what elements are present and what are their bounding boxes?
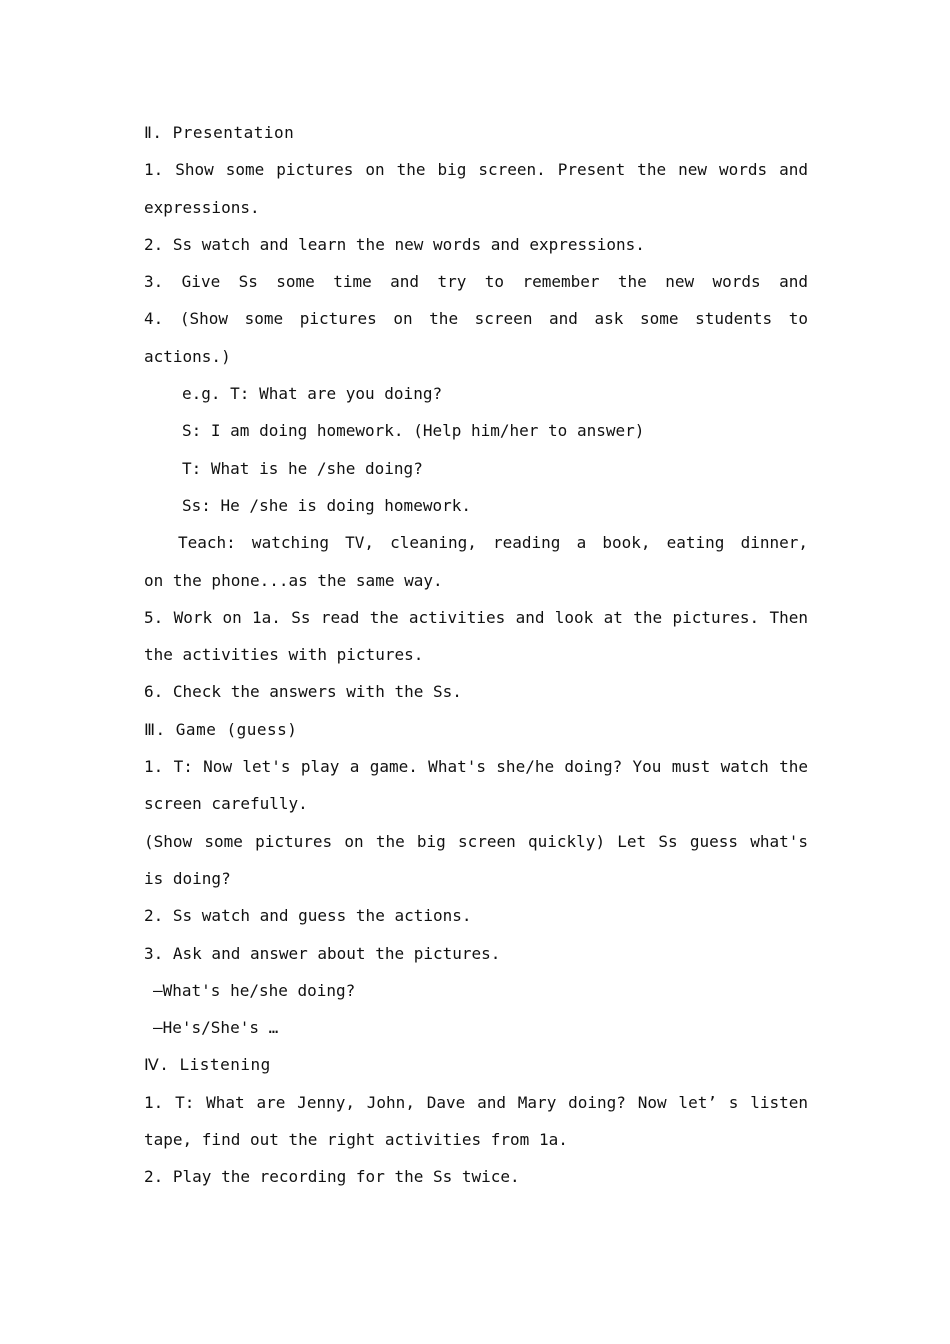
example-line-4: Ss: He /she is doing homework. xyxy=(182,495,471,515)
listening-item-1-line-2: tape, find out the right activities from 1a. xyxy=(144,1130,568,1150)
example-line-3: T: What is he /she doing? xyxy=(182,458,423,478)
teach-line-2: on the phone...as the same way. xyxy=(144,570,443,590)
game-item-2: 2. Ss watch and guess the actions. xyxy=(144,906,472,926)
presentation-item-5-line-2: the activities with pictures. xyxy=(144,645,424,665)
section-heading-listening: Ⅳ. Listening xyxy=(144,1055,271,1075)
teach-line-1: Teach: watching TV, cleaning, reading a book, eating dinner, xyxy=(178,533,808,553)
game-show-line-1: (Show some pictures on the big screen quickly) Let Ss guess what's xyxy=(144,831,808,851)
document-page xyxy=(144,114,808,1196)
listening-item-2: 2. Play the recording for the Ss twice. xyxy=(144,1167,520,1187)
dialog-line-2: —He's/She's … xyxy=(153,1018,279,1038)
presentation-item-2: 2. Ss watch and learn the new words and expressions. xyxy=(144,234,645,254)
presentation-item-3: 3. Give Ss some time and try to remember the new words and xyxy=(144,272,808,292)
presentation-item-4-line-1: 4. (Show some pictures on the screen and ask some students to xyxy=(144,309,808,329)
presentation-item-6: 6. Check the answers with the Ss. xyxy=(144,682,462,702)
presentation-item-1-line-1: 1. Show some pictures on the big screen. Present the new words and xyxy=(144,160,808,180)
game-item-3: 3. Ask and answer about the pictures. xyxy=(144,943,501,963)
presentation-item-4-line-2: actions.) xyxy=(144,346,231,366)
section-heading-presentation: Ⅱ. Presentation xyxy=(144,123,295,142)
example-line-1: e.g. T: What are you doing? xyxy=(182,384,443,404)
section-heading-game: Ⅲ. Game (guess) xyxy=(144,719,298,739)
presentation-item-5-line-1: 5. Work on 1a. Ss read the activities and look at the pictures. Then xyxy=(144,607,808,627)
dialog-line-1: —What's he/she doing? xyxy=(153,980,356,1000)
game-item-1-line-1: 1. T: Now let's play a game. What's she/he doing? You must watch the xyxy=(144,757,808,777)
game-item-1-line-2: screen carefully. xyxy=(144,794,308,814)
example-line-2: S: I am doing homework. (Help him/her to answer) xyxy=(182,421,645,441)
listening-item-1-line-1: 1. T: What are Jenny, John, Dave and Mary doing? Now let’ s listen xyxy=(144,1092,808,1112)
game-show-line-2: is doing? xyxy=(144,868,231,888)
presentation-item-1-line-2: expressions. xyxy=(144,197,260,217)
